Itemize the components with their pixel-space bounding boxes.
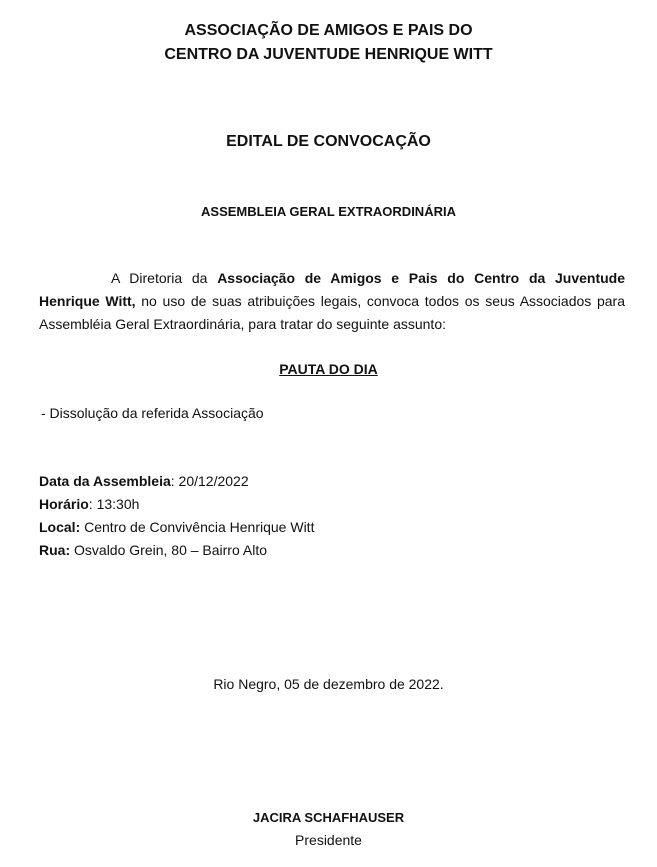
agenda-heading: PAUTA DO DIA [279, 361, 378, 377]
agenda-list [41, 403, 264, 423]
detail-time-value: 13:30h [96, 496, 140, 512]
detail-date [39, 470, 314, 493]
detail-location-label: Local: [39, 519, 81, 535]
intro-text-before: A Diretoria da [111, 270, 218, 286]
place-and-date: Rio Negro, 05 de dezembro de 2022. [213, 676, 444, 692]
detail-time-label: Horário [39, 496, 89, 512]
detail-date-value: 20/12/2022 [178, 473, 249, 489]
convocation-paragraph [39, 267, 625, 336]
detail-location [39, 516, 314, 539]
signatory-name: JACIRA SCHAFHAUSER [252, 810, 405, 825]
organization-header [0, 19, 657, 67]
detail-location-value: Centro de Convivência Henrique Witt [84, 519, 315, 535]
meeting-details [39, 470, 314, 562]
detail-date-label: Data da Assembleia [39, 473, 171, 489]
organization-name-line1: ASSOCIAÇÃO DE AMIGOS E PAIS DO [184, 22, 473, 39]
detail-street-label: Rua: [39, 542, 71, 558]
document-subtitle: ASSEMBLEIA GERAL EXTRAORDINÁRIA [201, 204, 456, 219]
document-title: EDITAL DE CONVOCAÇÃO [226, 133, 431, 150]
organization-name-line2: CENTRO DA JUVENTUDE HENRIQUE WITT [164, 46, 493, 63]
agenda-item: - Dissolução da referida Associação [41, 405, 264, 421]
intro-text-after: no uso de suas atribuições legais, convoca todos os seus Associados para Assembléia Geral Extraordinária, para tratar do seguinte assunto: [39, 293, 625, 332]
detail-time-separator: : [88, 496, 97, 512]
detail-street-value: Osvaldo Grein, 80 – Bairro Alto [74, 542, 268, 558]
organization-name-bold: Associação de Amigos e Pais do Centro da Juventude Henrique Witt, [39, 270, 626, 309]
detail-time [39, 493, 314, 516]
detail-date-separator: : [170, 473, 179, 489]
detail-street [39, 539, 314, 562]
signatory-role: Presidente [295, 832, 362, 848]
